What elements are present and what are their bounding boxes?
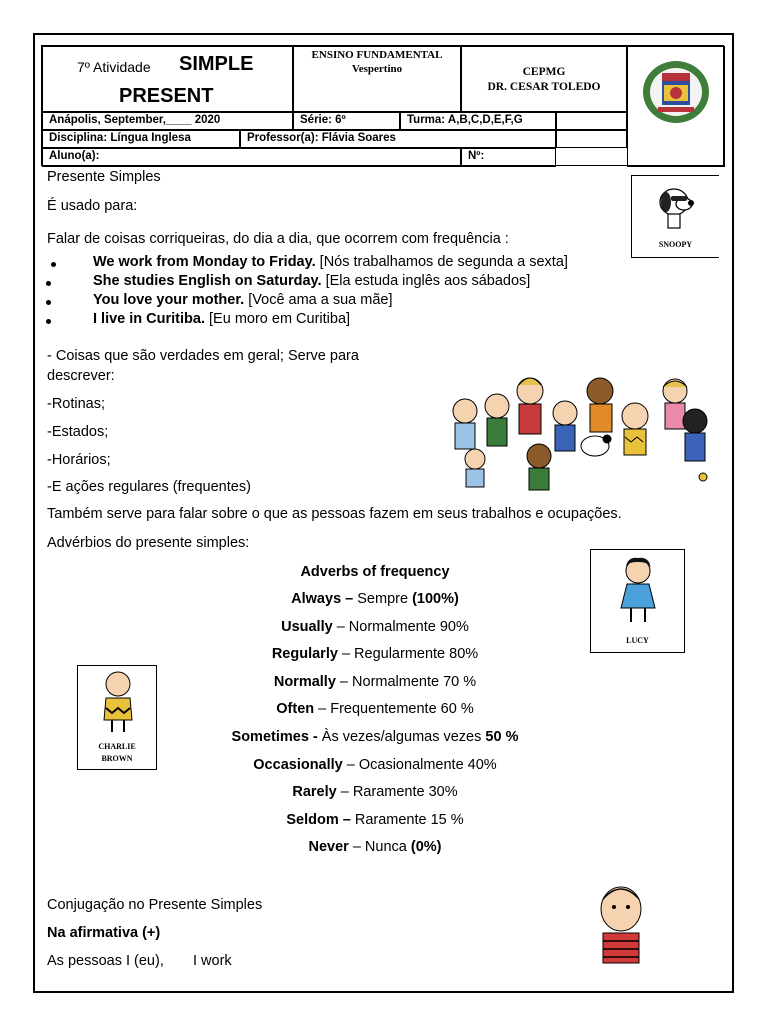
- lucy-frame: [590, 549, 685, 653]
- serie-field: Série: 6º: [300, 114, 346, 126]
- daily-things-text: Falar de coisas corriqueiras, do dia a dia, que ocorrem com frequência :: [47, 231, 509, 247]
- snoopy-icon: [644, 180, 704, 235]
- adverbs-intro-text: Advérbios do presente simples:: [47, 535, 250, 551]
- example-item: [43, 292, 623, 311]
- i-work-example: I work: [193, 953, 232, 969]
- adverb-english: Normally: [273, 673, 336, 690]
- peanuts-gang-image: [435, 351, 725, 501]
- number-cell: [461, 148, 556, 167]
- number-field: Nº:: [468, 150, 485, 162]
- adverb-english: Never: [308, 839, 349, 856]
- snoopy-frame: [631, 175, 719, 258]
- truths-line-1: - Coisas que são verdades em geral; Serve para: [47, 348, 359, 364]
- serie-cell: [293, 112, 400, 130]
- truths-line-2: descrever:: [47, 368, 115, 384]
- adverb-translation: – Ocasionalmente 40%: [342, 756, 497, 773]
- adverb-english: Regularly: [271, 646, 338, 663]
- adverb-row: [225, 646, 525, 662]
- lucy-icon: [613, 556, 663, 626]
- logo-cell: [627, 46, 725, 167]
- adverb-row: [225, 784, 525, 800]
- discipline-cell: [42, 130, 240, 148]
- example-translation: [Você ama a sua mãe]: [244, 292, 393, 308]
- adverb-translation: – Raramente 30%: [336, 784, 458, 801]
- activity-title-present: PRESENT: [119, 85, 214, 107]
- adverb-row: [225, 757, 525, 773]
- adverb-translation: – Normalmente 70 %: [335, 673, 477, 690]
- used-for-text: É usado para:: [47, 198, 138, 214]
- lucy-caption: LUCY: [626, 636, 649, 645]
- states-text: -Estados;: [47, 424, 109, 440]
- adverb-english: Always –: [291, 591, 354, 607]
- school-name: DR. CESAR TOLEDO: [487, 81, 601, 93]
- blank-cell: [556, 112, 627, 130]
- worksheet-page: [33, 33, 734, 993]
- adverb-english: Usually: [281, 618, 333, 635]
- schedules-text: -Horários;: [47, 452, 111, 468]
- adverb-translation: Sempre: [353, 591, 413, 607]
- adverb-translation: – Frequentemente 60 %: [314, 701, 474, 718]
- affirmative-heading: Na afirmativa (+): [47, 925, 161, 941]
- example-english: I live in Curitiba.: [93, 311, 205, 327]
- linus-image: [581, 875, 661, 965]
- activity-title-simple: SIMPLE: [179, 53, 254, 75]
- example-translation: [Eu moro em Curitiba]: [205, 311, 351, 327]
- example-item: [43, 273, 623, 292]
- example-english: We work from Monday to Friday.: [93, 254, 316, 270]
- bullet-icon: [46, 281, 51, 286]
- section-title: Presente Simples: [47, 169, 161, 185]
- adverb-row: [225, 812, 525, 828]
- snoopy-caption: SNOOPY: [658, 240, 693, 249]
- example-item: [43, 254, 623, 273]
- people-text: As pessoas I (eu),: [47, 953, 164, 969]
- adverb-row: [225, 701, 525, 717]
- adverb-english: Often: [276, 701, 315, 718]
- student-cell: [42, 148, 461, 167]
- routines-text: -Rotinas;: [47, 396, 106, 412]
- turma-cell: [400, 112, 556, 130]
- adverb-row: [225, 674, 525, 690]
- charlie-caption-2: BROWN: [101, 754, 133, 763]
- adverb-translation: – Regularmente 80%: [337, 646, 479, 663]
- bullet-icon: [51, 262, 56, 267]
- school-acronym: CEPMG: [522, 66, 566, 78]
- date-cell: [42, 112, 293, 130]
- activity-number: 7º Atividade: [77, 59, 151, 75]
- adverb-translation: – Nunca: [348, 839, 411, 856]
- charlie-caption-1: CHARLIE: [98, 742, 136, 751]
- adverb-percentage: (0%): [410, 839, 442, 856]
- activity-cell: [42, 46, 293, 112]
- turma-field: Turma: A,B,C,D,E,F,G: [407, 114, 523, 126]
- example-translation: [Nós trabalhamos de segunda a sexta]: [315, 254, 568, 270]
- adverb-translation: Às vezes/algumas vezes: [317, 729, 486, 745]
- bullet-icon: [46, 319, 51, 324]
- adverb-english: Rarely: [292, 784, 337, 801]
- date-field: Anápolis, September,____ 2020: [49, 114, 221, 126]
- school-cell: [461, 46, 627, 112]
- level-cell: [293, 46, 461, 112]
- regular-actions-text: -E ações regulares (frequentes): [47, 479, 251, 495]
- bullet-icon: [46, 300, 51, 305]
- school-crest-icon: [640, 59, 712, 125]
- teacher-cell: [240, 130, 556, 148]
- examples-list: [43, 254, 623, 330]
- teacher-field: Professor(a): Flávia Soares: [247, 132, 396, 144]
- adverb-row: [225, 839, 525, 855]
- discipline-field: Disciplina: Língua Inglesa: [49, 132, 191, 144]
- adverb-percentage: 50 %: [485, 729, 519, 745]
- adverb-row: [225, 619, 525, 635]
- conjugation-title: Conjugação no Presente Simples: [47, 897, 263, 913]
- jobs-text: Também serve para falar sobre o que as pessoas fazem em seus trabalhos e ocupações.: [47, 506, 622, 522]
- student-field: Aluno(a):: [49, 150, 100, 162]
- blank-cell-2: [556, 130, 627, 148]
- adverb-percentage: (100%): [412, 591, 459, 607]
- example-translation: [Ela estuda inglês aos sábados]: [321, 273, 531, 289]
- adverb-translation: – Normalmente 90%: [332, 618, 469, 635]
- level-label: ENSINO FUNDAMENTAL: [311, 49, 443, 61]
- shift-label: Vespertino: [351, 63, 403, 75]
- adverb-row: [225, 591, 525, 607]
- adverb-english: Seldom –: [286, 811, 351, 828]
- adverb-english: Occasionally: [253, 756, 343, 773]
- adverbs-title: Adverbs of frequency: [300, 564, 450, 580]
- adverb-row: [225, 729, 525, 745]
- header-table: [41, 45, 724, 166]
- adverb-translation: Raramente 15 %: [350, 811, 464, 828]
- adverb-english: Sometimes -: [231, 729, 318, 745]
- example-english: You love your mother.: [93, 292, 245, 308]
- charlie-brown-frame: [77, 665, 157, 770]
- example-item: [43, 311, 623, 330]
- charlie-brown-icon: [96, 670, 140, 736]
- example-english: She studies English on Saturday.: [93, 273, 322, 289]
